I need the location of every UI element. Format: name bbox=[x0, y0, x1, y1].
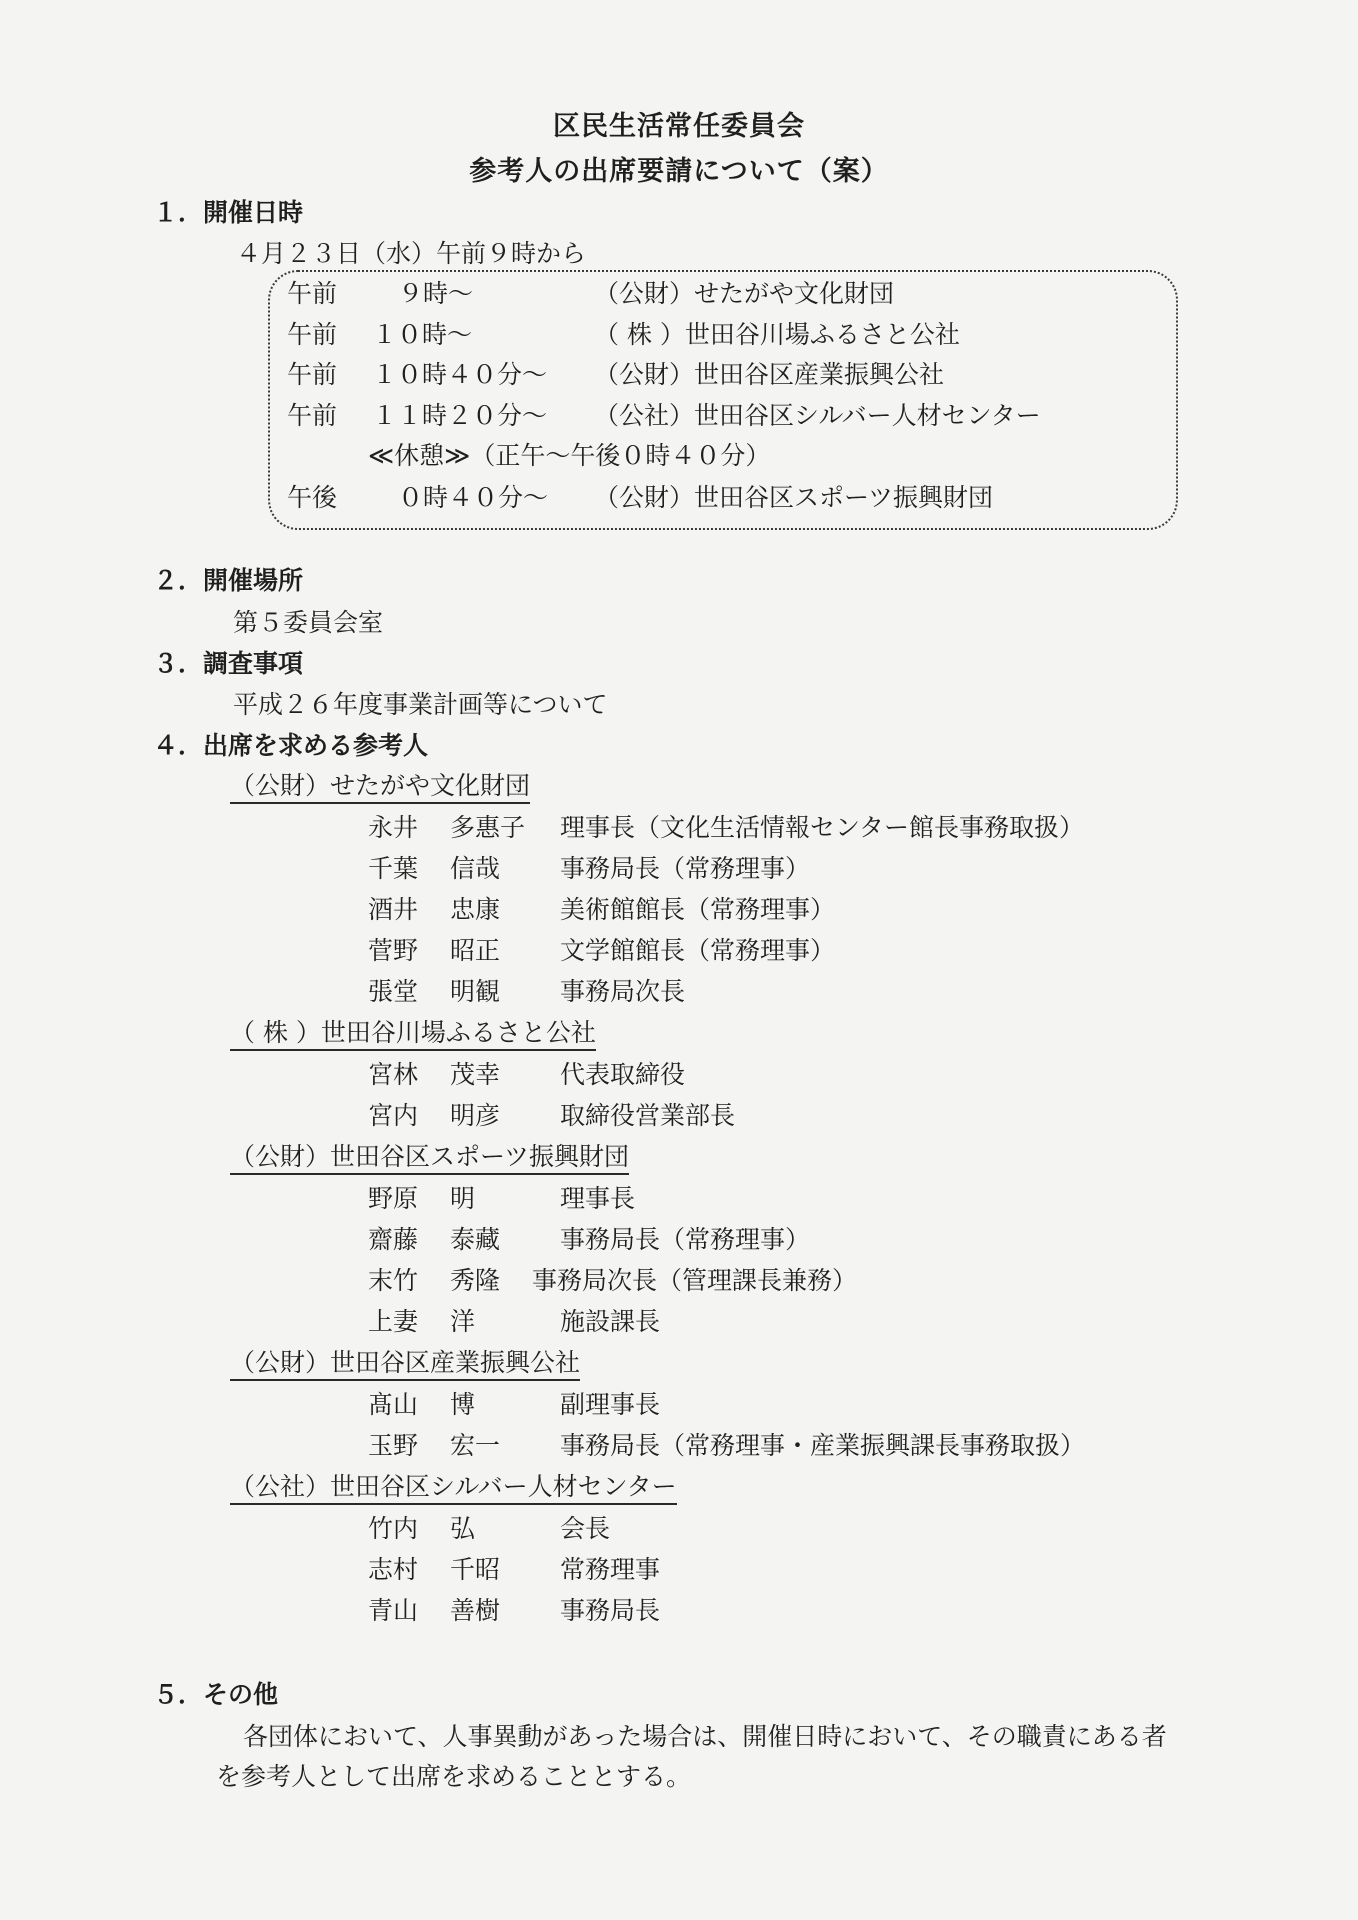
person-role: 事務局長（常務理事・産業振興課長事務取扱） bbox=[560, 1431, 1086, 1460]
org-heading: （公社）世田谷区シルバー人材センター bbox=[230, 1474, 677, 1505]
person-surname: 菅野 bbox=[368, 936, 419, 965]
org-heading: （ 株 ）世田谷川場ふるさと公社 bbox=[230, 1020, 596, 1051]
person-surname: 竹内 bbox=[368, 1514, 419, 1543]
person-role: 副理事長 bbox=[560, 1390, 661, 1419]
person-role: 事務局長（常務理事） bbox=[560, 854, 811, 883]
schedule-org: （ 株 ）世田谷川場ふるさと公社 bbox=[594, 320, 960, 349]
person-surname: 末竹 bbox=[368, 1266, 419, 1295]
person-surname: 永井 bbox=[368, 813, 419, 842]
person-surname: 齋藤 bbox=[368, 1225, 419, 1254]
schedule-time: １０時４０分～ bbox=[372, 360, 548, 389]
person-given-name: 信哉 bbox=[450, 854, 501, 883]
document-title-line1: 区民生活常任委員会 bbox=[553, 111, 805, 142]
person-role: 会長 bbox=[560, 1514, 611, 1543]
person-surname: 玉野 bbox=[368, 1431, 419, 1460]
person-surname: 志村 bbox=[368, 1555, 419, 1584]
section4-heading: ４．出席を求める参考人 bbox=[153, 731, 429, 760]
person-surname: 酒井 bbox=[368, 895, 419, 924]
person-role: 文学館館長（常務理事） bbox=[560, 936, 836, 965]
other-note-line2: を参考人として出席を求めることとする。 bbox=[216, 1762, 692, 1791]
person-given-name: 多惠子 bbox=[450, 813, 526, 842]
person-given-name: 昭正 bbox=[450, 936, 501, 965]
org-heading: （公財）世田谷区産業振興公社 bbox=[230, 1350, 580, 1381]
person-given-name: 秀隆 bbox=[450, 1266, 501, 1295]
person-given-name: 泰藏 bbox=[450, 1225, 501, 1254]
person-given-name: 千昭 bbox=[450, 1555, 501, 1584]
person-surname: 宮内 bbox=[368, 1101, 419, 1130]
person-given-name: 宏一 bbox=[450, 1431, 501, 1460]
section3-heading: ３．調査事項 bbox=[153, 649, 304, 678]
person-role: 理事長 bbox=[560, 1184, 636, 1213]
meeting-venue: 第５委員会室 bbox=[233, 608, 384, 637]
person-surname: 千葉 bbox=[368, 854, 419, 883]
section2-heading: ２．開催場所 bbox=[153, 566, 304, 595]
schedule-time: ０時４０分～ bbox=[398, 483, 549, 512]
org-heading: （公財）せたがや文化財団 bbox=[230, 773, 530, 804]
schedule-org: （公財）世田谷区スポーツ振興財団 bbox=[594, 483, 994, 512]
person-role: 代表取締役 bbox=[560, 1060, 686, 1089]
person-given-name: 弘 bbox=[450, 1514, 476, 1543]
meeting-date: ４月２３日（水）午前９時から bbox=[236, 239, 587, 268]
section5-heading: ５．その他 bbox=[153, 1680, 279, 1709]
person-role: 常務理事 bbox=[560, 1555, 661, 1584]
person-given-name: 忠康 bbox=[450, 895, 501, 924]
schedule-org: （公財）せたがや文化財団 bbox=[594, 279, 895, 308]
schedule-period: 午前 bbox=[287, 279, 338, 308]
schedule-period: 午前 bbox=[287, 320, 338, 349]
schedule-period: 午前 bbox=[287, 401, 338, 430]
schedule-time: １１時２０分～ bbox=[372, 401, 548, 430]
person-given-name: 茂幸 bbox=[450, 1060, 501, 1089]
person-surname: 青山 bbox=[368, 1596, 419, 1625]
person-surname: 野原 bbox=[368, 1184, 419, 1213]
person-given-name: 明 bbox=[450, 1184, 476, 1213]
investigation-topic: 平成２６年度事業計画等について bbox=[233, 690, 608, 719]
person-given-name: 洋 bbox=[450, 1307, 476, 1336]
person-surname: 髙山 bbox=[368, 1390, 419, 1419]
person-given-name: 善樹 bbox=[450, 1596, 501, 1625]
document-title-line2: 参考人の出席要請について（案） bbox=[469, 156, 889, 187]
schedule-time: １０時～ bbox=[372, 320, 473, 349]
person-role: 事務局次長 bbox=[560, 977, 686, 1006]
org-heading: （公財）世田谷区スポーツ振興財団 bbox=[230, 1144, 629, 1175]
section1-heading: １．開催日時 bbox=[153, 198, 304, 227]
person-role: 事務局長 bbox=[560, 1596, 661, 1625]
schedule-org: （公社）世田谷区シルバー人材センター bbox=[594, 401, 1041, 430]
person-surname: 上妻 bbox=[368, 1307, 419, 1336]
schedule-time: ９時～ bbox=[398, 279, 474, 308]
person-surname: 宮林 bbox=[368, 1060, 419, 1089]
person-role: 取締役営業部長 bbox=[560, 1101, 736, 1130]
schedule-period: 午後 bbox=[287, 483, 338, 512]
schedule-period: 午前 bbox=[287, 360, 338, 389]
person-role: 施設課長 bbox=[560, 1307, 661, 1336]
schedule-break: ≪休憩≫（正午～午後０時４０分） bbox=[368, 441, 771, 470]
person-role: 事務局次長（管理課長兼務） bbox=[532, 1266, 858, 1295]
person-role: 美術館館長（常務理事） bbox=[560, 895, 836, 924]
person-surname: 張堂 bbox=[368, 977, 419, 1006]
person-role: 事務局長（常務理事） bbox=[560, 1225, 811, 1254]
person-given-name: 明観 bbox=[450, 977, 501, 1006]
person-role: 理事長（文化生活情報センター館長事務取扱） bbox=[560, 813, 1085, 842]
person-given-name: 明彦 bbox=[450, 1101, 501, 1130]
other-note-line1: 各団体において、人事異動があった場合は、開催日時において、その職責にある者 bbox=[243, 1722, 1167, 1751]
schedule-org: （公財）世田谷区産業振興公社 bbox=[594, 360, 945, 389]
person-given-name: 博 bbox=[450, 1390, 476, 1419]
